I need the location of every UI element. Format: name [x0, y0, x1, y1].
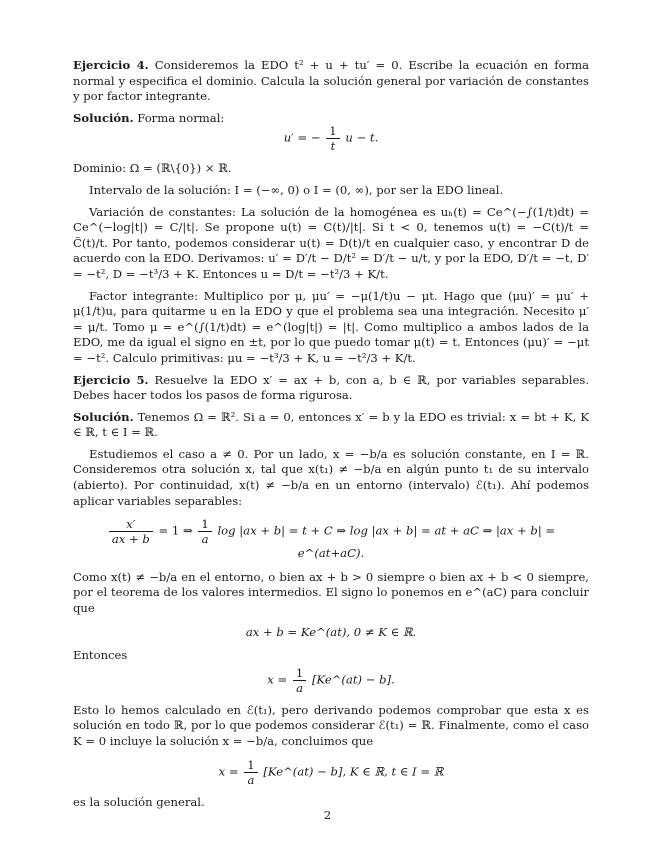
integrating-factor-text: Factor integrante: Multiplico por μ, μu′ = −μ(1/t)u − μt. Hago que (μu)′ = μu′ + μ(1/t)u, para quitarme u en la EDO y que el problema sea una integración. Necesito μ′ = μ/t. Tomo μ = e^(∫(1/t)dt) = e^(log|t|) = |t|. Como multiplico a ambos lados de la EDO, me da igual el signo en ±t, por lo que puedo tomar μ(t) = t. Entonces (μu)′ = −μt = −t². Calculo primitivas: μu = −t³/3 + K, u = −t²/3 + K/t.	[73, 288, 589, 365]
exercise-5-text: Resuelve la EDO x′ = ax + b, con a, b ∈ ℝ, por variables separables. Debes hacer todos los pasos de forma rigurosa.	[73, 372, 589, 403]
exponential-equation: ax + b = Ke^(at), 0 ≠ K ∈ ℝ.	[245, 624, 417, 639]
page-number: 2	[323, 808, 332, 822]
separable-equation: $\frac{x'}{ax + b}$ = 1 ⇒ $\frac{1}{a}$ log |ax + b| = t + C ⇒ log |ax + b| = at + aC ⇒ |ax + b| = e^(at+aC).	[73, 517, 589, 562]
final-text: es la solución general.	[73, 794, 205, 809]
exercise-4-text: Consideremos la EDO t² + u + tu′ = 0. Escribe la ecuación en forma normal y especifica el dominio. Calcula la solución general por variación de constantes y por factor integrante.	[73, 58, 589, 104]
exercise-5-solution-intro	[73, 410, 589, 441]
solution-4-heading: Solución.	[73, 110, 134, 125]
exercise-4-heading: Ejercicio 4.	[73, 58, 149, 72]
solution-5-heading: Solución.	[73, 409, 134, 424]
solution-formula: x = $\frac{1}{a}$ [Ke^(at) − b].	[267, 665, 395, 695]
conclusion-text: Esto lo hemos calculado en ℰ(t₁), pero derivando podemos comprobar que esta x es solución en todo ℝ, por lo que podemos considerar ℰ(t₁) = ℝ. Finalmente, como el caso K = 0 incluye la solución x = −b/a, concluimos que	[73, 702, 589, 748]
domain-text: Dominio: Ω = (ℝ\{0}) × ℝ.	[73, 161, 232, 176]
exercise-5-heading: Ejercicio 5.	[73, 372, 149, 387]
normal-form-equation: u′ = − $\frac{1}{t}$ u − t.	[283, 124, 379, 154]
normal-form-fraction: $\frac{1}{t}$	[326, 124, 339, 153]
exercise-5-statement	[73, 373, 589, 404]
general-solution-formula: x = $\frac{1}{a}$ [Ke^(at) − b], K ∈ ℝ, t ∈ I = ℝ	[218, 757, 444, 787]
variation-of-constants-text: Variación de constantes: La solución de la homogénea es uₕ(t) = Ce^(−∫(1/t)dt) = Ce^(−log|t|) = C/|t|. Se propone u(t) = C(t)/|t|. Si t < 0, tenemos u(t) = −C(t)/t = C̃(t)/t. Por tanto, podemos considerar u(t) = D(t)/t en cualquier caso, y encontrar D de acuerdo con la EDO. Derivamos: u′ = D′/t − D/t² = D′/t − u/t, y por la EDO, D′/t = −t, D′ = −t², D = −t³/3 + K. Entonces u = D/t = −t²/3 + K/t.	[73, 204, 589, 281]
page-content	[73, 58, 589, 810]
sign-argument-text: Como x(t) ≠ −b/a en el entorno, o bien ax + b > 0 siempre o bien ax + b < 0 siempre, por el teorema de los valores intermedios. El signo lo ponemos en e^(aC) para concluir que	[73, 569, 589, 616]
case-a-nonzero-text: Estudiemos el caso a ≠ 0. Por un lado, x = −b/a es solución constante, en I = ℝ. Consideremos otra solución x, tal que x(t₁) ≠ −b/a en algún punto t₁ de su intervalo (abierto). Por continuidad, x(t) ≠ −b/a en un entorno (intervalo) ℰ(t₁). Ahí podemos aplicar variables separables:	[73, 446, 589, 508]
then-text: Entonces	[73, 648, 128, 663]
solution-4-intro: Forma normal:	[137, 110, 225, 125]
exercise-4-statement	[73, 58, 589, 105]
solution-5-intro: Tenemos Ω = ℝ². Si a = 0, entonces x′ = b y la EDO es trivial: x = bt + K, K ∈ ℝ, t ∈ I = ℝ.	[73, 409, 590, 440]
interval-text: Intervalo de la solución: I = (−∞, 0) o I = (0, ∞), por ser la EDO lineal.	[89, 182, 504, 197]
